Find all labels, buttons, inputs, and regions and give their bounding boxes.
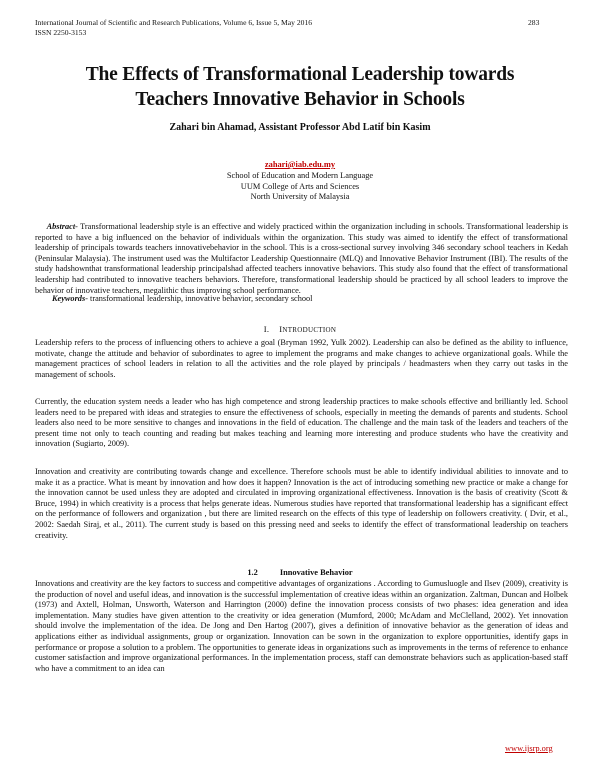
journal-name: International Journal of Scientific and Research Publications, Volume 6, Issue 5, May 2016	[35, 18, 313, 27]
section-heading-introduction	[30, 324, 570, 334]
keywords	[52, 294, 562, 303]
affiliation-line-2: UUM College of Arts and Sciences	[240, 181, 360, 191]
abstract-text: Transformational leadership style is an effective and widely practiced within the organization including in schools. Transformational leadership is reported to have a big influenced on the behavior of individuals within the organization. This study was aimed to identify the effect of transformational leadership of principals towards teachers innovativebehavior in the school. This is a cross-sectional survey involving 346 secondary school teachers in Kedah (Peninsular Malaysia). The instrument used was the Multifactor Leadership Questionnaire (MLQ) and Innovative Behavior Instrument (IBI). The results of the study hadshownthat transformational leadership principalshad affected teachers innovative behaviors. This study also found that the effect of transformational leadership had contributed to innovative teachers behaviors. Therefore, transformational leadership should be practiced by all school leaders to improve the behavior of innovative teachers, megalithic thus improving school performance.	[35, 222, 568, 295]
keywords-label: Keywords-	[52, 294, 88, 303]
author-email-link[interactable]: zahari@iab.edu.my	[264, 160, 336, 169]
authors: Zahari bin Ahamad, Assistant Professor Abd Latif bin Kasim	[169, 122, 431, 133]
paragraph-4: Innovations and creativity are the key factors to success and competitive advantages of organizations . According to Gumusluogle and Ilsev (2009), creativity is the production of novel and useful ideas, and innovation is the successful implementation of creative ideas within an organization. Zaltman, Duncan and Holbek (1973) and Axtell, Holman, Unsworth, Waterson and Harrington (2000) define the innovation process consists of two phases: idea generation and idea implementation. Many studies have given attention to the creativity or idea generation (Mumford, 2000; McAdam and McClelland, 2002). Yet innovation should involve the implementation of the idea. De Jong and Den Hartog (2007), gives a definition of innovative behavior as the generation of ideas and applications either as individual assignments, group or organization. Innovation can be sown in the organization to explore opportunities, identify gaps in performance or propose a solution to a problem. The opportunities to generate ideas in organizations such as improvements in the terms of reference to enhance customer satisfaction and improve organizational performances. In the implementation process, staff can demonstrate behaviors such as application-based staff who have a commitment to an idea can	[35, 579, 568, 673]
subsection-number: 1.2	[247, 568, 258, 577]
affiliation-line-3: North University of Malaysia	[250, 192, 350, 202]
paragraph-3: Innovation and creativity are contributing towards change and excellence. Therefore schools must be able to identify individual abilities to innovate and to make it as a practice. What is meant by innovation and how does it happen? Innovation is the act of introducing something new practice or make a change for the innovation cannot be used unless they are adopted and circulated in improving organizational effectiveness. Innovation is the basis of creativity (Scott & Bruce, 1994) in which creativity is a process that helps generate ideas. Numerous studies have reported that transformational leadership has a significant effect on the performance of followers and organization , but there are limited research on the effects of this type of leadership on followers creativity. ( Dvir, et al., 2002: Saedah Siraj, et al., 2011). The current study is based on this pressing need and seeks to identify the effect of transformational leadership on teachers creativity.	[35, 467, 568, 540]
issn: ISSN 2250-3153	[35, 28, 87, 37]
section-numeral: I.	[263, 324, 270, 334]
title-line-2: Teachers Innovative Behavior in Schools	[135, 89, 465, 110]
subsection-title: Innovative Behavior	[279, 568, 353, 577]
keywords-text: transformational leadership, innovative behavior, secondary school	[90, 294, 313, 303]
affiliation	[30, 160, 570, 203]
section-first-letter: I	[279, 324, 283, 334]
title-line-1: The Effects of Transformational Leadership towards	[85, 64, 515, 85]
paragraph-2: Currently, the education system needs a leader who has high competence and strong leadership practices to make schools effective and brilliantly led. School leaders need to be prepared with ideas and strategies to ensure the effectiveness of schools, especially in meeting the demands of parents and students. School leaders also need to be more sensitive to changes and innovations in the field of education. The challenge and the main task of the leaders and teachers of the present time not only to teach counting and reading but makes teaching and learning more interesting and produce students who have the creativity and innovation (Sugiarto, 2009).	[35, 397, 568, 449]
running-header	[35, 18, 312, 38]
paragraph-1: Leadership refers to the process of influencing others to achieve a goal (Bryman 1992, Yulk 2002). Leadership can also be defined as the ability to influence, motivate, change the attitude and behavior of subordinates to agree to implement the programs and make changes to achieve organizational goals. While the management practices of school leaders in relation to all the activities and the role played by principals / headmasters when they carry out tasks in the management of schools.	[35, 338, 568, 379]
subsection-heading	[30, 568, 570, 577]
page-number: 283	[528, 18, 540, 27]
abstract	[35, 222, 568, 296]
abstract-label: Abstract-	[46, 222, 78, 231]
footer-link[interactable]: www.ijsrp.org	[505, 744, 553, 753]
affiliation-line-1: School of Education and Modern Language	[226, 170, 374, 180]
paper-title	[30, 62, 570, 112]
section-rest: NTRODUCTION	[282, 326, 337, 334]
